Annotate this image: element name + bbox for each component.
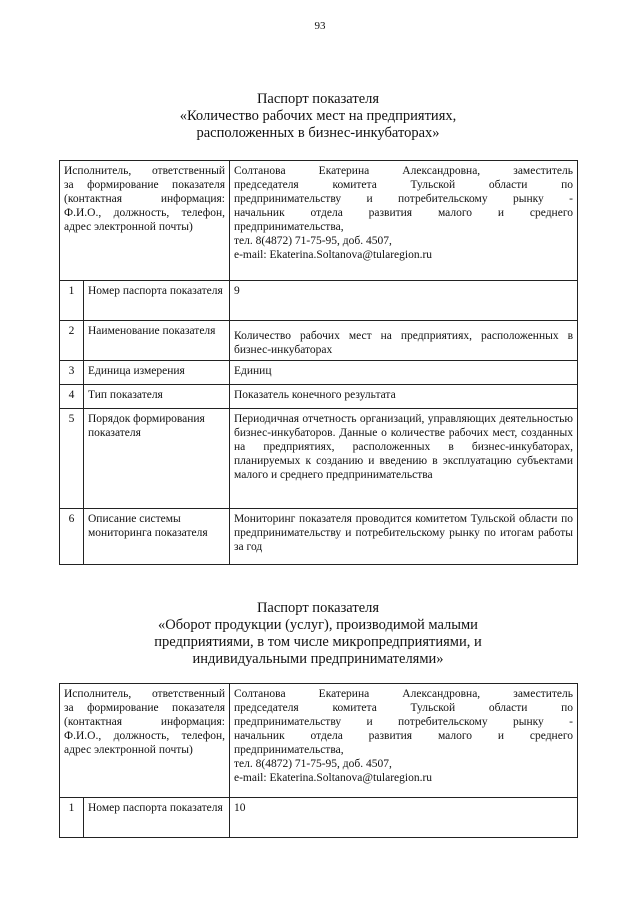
table-row [60,321,578,361]
row-number: 1 [60,798,84,838]
executor-row [60,684,578,798]
row-label: Наименование показателя [84,321,230,361]
executor-label: Исполнитель, ответственный за формирование показателя (контактная информация: Ф.И.О., должность, телефон, адрес электронной почты) [60,161,230,281]
table-row [60,798,578,838]
passport-title-line: Паспорт показателя [256,91,380,107]
row-value: Периодичная отчетность организаций, управляющих деятельностью бизнес-инкубаторов. Данные о количестве рабочих мест, созданных на предприятиях, расположенных в бизнес-инкубаторах, планируемых к созданию и введению в эксплуатацию субъектами малого и среднего предпринимательства [230,409,578,509]
row-number: 4 [60,385,84,409]
row-label: Порядок формирования показателя [84,409,230,509]
row-number: 5 [60,409,84,509]
row-number: 2 [60,321,84,361]
row-label: Номер паспорта показателя [84,281,230,321]
passport-title-line: Паспорт показателя [256,600,380,616]
passport-title-line: «Количество рабочих мест на предприятиях, [179,108,457,124]
row-label: Единица измерения [84,361,230,385]
row-value: Мониторинг показателя проводится комитетом Тульской области по предпринимательству и потребительскому рынку по итогам работы за год [230,509,578,565]
passport-title-line: расположенных в бизнес-инкубаторах» [196,125,440,141]
row-number: 3 [60,361,84,385]
passport-title-line: индивидуальными предпринимателями» [192,651,444,667]
row-value: Количество рабочих мест на предприятиях, расположенных в бизнес-инкубаторах [230,321,578,361]
row-value: Показатель конечного результата [230,385,578,409]
row-label: Номер паспорта показателя [84,798,230,838]
row-value: Единиц [230,361,578,385]
page-number: 93 [314,20,326,32]
passport-2-title [60,600,576,668]
passport-2-table [59,683,578,838]
executor-value: Солтанова Екатерина Александровна, заместитель председателя комитета Тульской области по предпринимательству и потребительскому рынку - начальник отдела развития малого и среднего предпринимательства, тел. 8(4872) 71-75-95, доб. 4507, e-mail: Ekaterina.Soltanova@tularegion.ru [230,684,578,798]
passport-title-line: «Оборот продукции (услуг), производимой малыми [158,617,478,633]
row-value: 9 [230,281,578,321]
row-value: 10 [230,798,578,838]
table-row [60,385,578,409]
executor-label: Исполнитель, ответственный за формирование показателя (контактная информация: Ф.И.О., должность, телефон, адрес электронной почты) [60,684,230,798]
row-number: 6 [60,509,84,565]
table-row [60,361,578,385]
row-label: Тип показателя [84,385,230,409]
passport-1-title [60,91,576,142]
executor-row [60,161,578,281]
table-row [60,281,578,321]
passport-title-line: предприятиями, в том числе микропредприятиями, и [154,634,482,650]
executor-value: Солтанова Екатерина Александровна, заместитель председателя комитета Тульской области по предпринимательству и потребительскому рынку - начальник отдела развития малого и среднего предпринимательства, тел. 8(4872) 71-75-95, доб. 4507, e-mail: Ekaterina.Soltanova@tularegion.ru [230,161,578,281]
table-row [60,409,578,509]
table-row [60,509,578,565]
row-number: 1 [60,281,84,321]
row-label: Описание системы мониторинга показателя [84,509,230,565]
passport-1-table [59,160,578,565]
